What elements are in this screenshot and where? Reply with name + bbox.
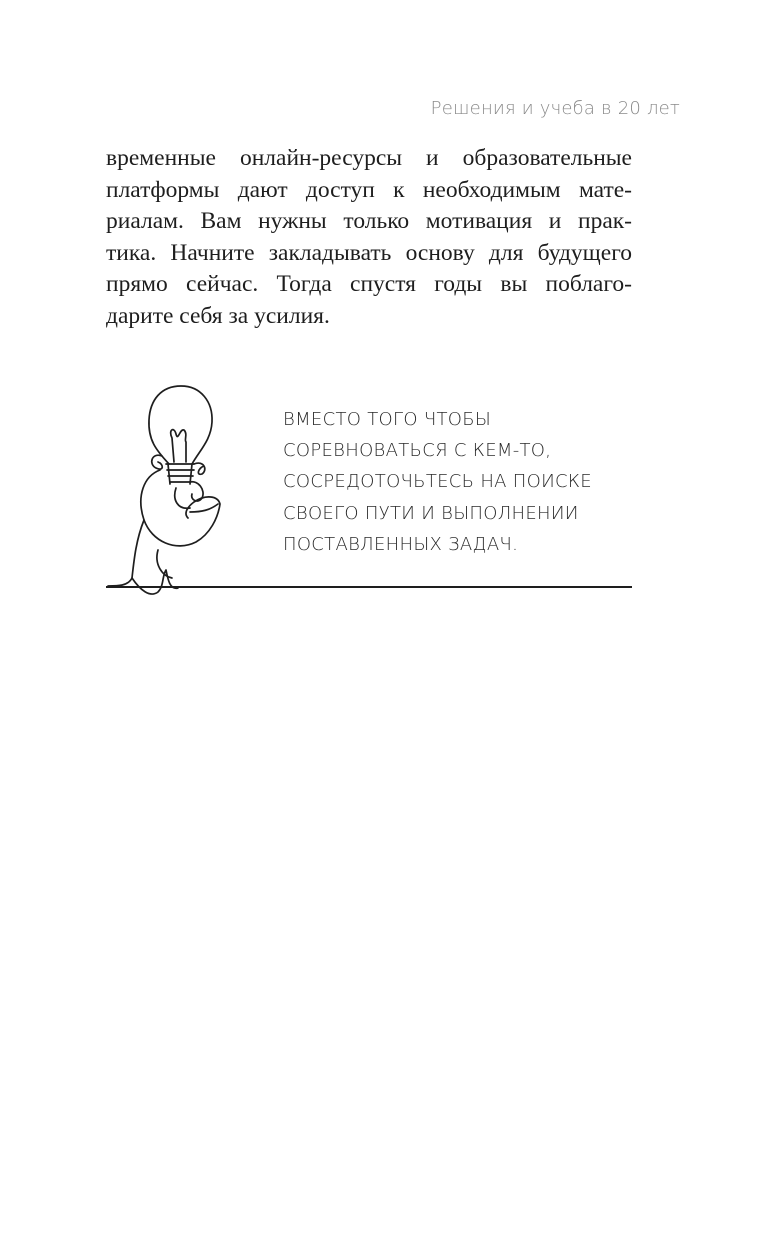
body-line: прямо сейчас. Тогда спустя годы вы поблаго-	[106, 271, 632, 298]
quote-callout	[106, 380, 632, 590]
quote-line: СВОЕГО ПУТИ И ВЫПОЛНЕНИИ	[283, 502, 579, 524]
body-line: риалам. Вам нужны только мотивация и прак-	[106, 208, 632, 235]
body-line: временные онлайн-ресурсы и образовательные	[106, 145, 632, 171]
body-paragraph	[106, 143, 632, 333]
callout-quote	[283, 404, 623, 560]
quote-line: ПОСТАВЛЕННЫХ ЗАДАЧ.	[283, 533, 519, 555]
callout-divider	[106, 586, 632, 588]
body-line: платформы дают доступ к необходимым мате-	[106, 176, 632, 203]
body-line: дарите себя за усилия.	[106, 302, 330, 329]
hand-holding-lightbulb-icon	[106, 380, 236, 598]
quote-line: СОРЕВНОВАТЬСЯ С КЕМ-ТО,	[283, 440, 552, 462]
running-head: Решения и учеба в 20 лет	[430, 98, 680, 119]
quote-line: ВМЕСТО ТОГО ЧТОБЫ	[283, 409, 492, 430]
quote-line: СОСРЕДОТОЧЬТЕСЬ НА ПОИСКЕ	[283, 471, 592, 493]
body-line: тика. Начните закладывать основу для будущего	[106, 239, 632, 266]
